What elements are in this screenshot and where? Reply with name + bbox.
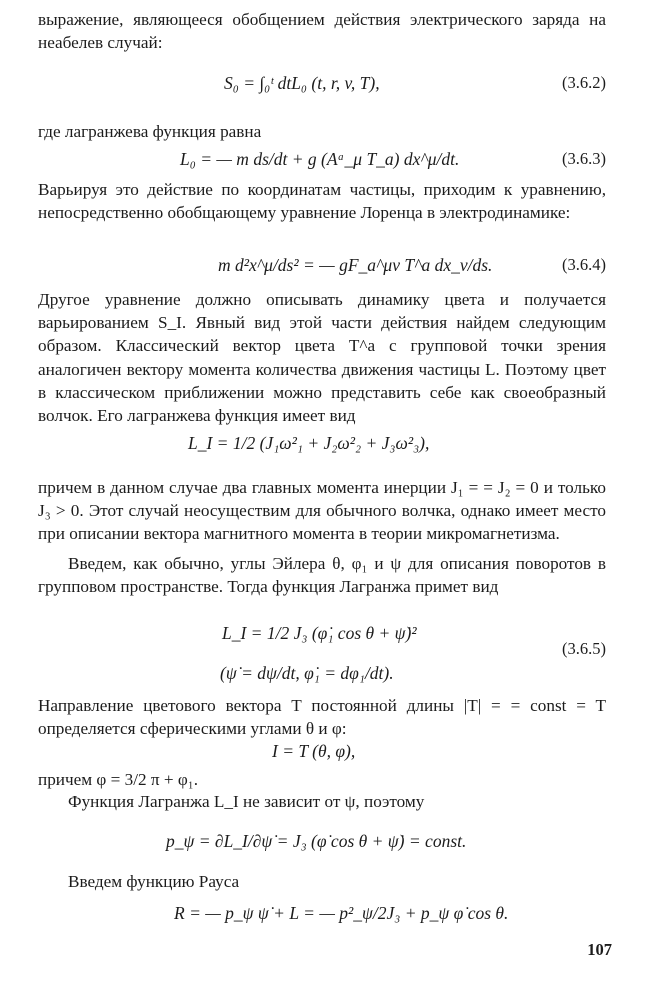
equation-number: (3.6.2) [562, 73, 606, 92]
paragraph-intro: выражение, являющееся обобщением действия электрического заряда на неабелев случай: [38, 10, 606, 53]
equation-row-3-6-5b [0, 660, 656, 690]
paragraph-routh: Введем функцию Рауса [68, 872, 240, 891]
equation-row-momentum [0, 828, 656, 858]
paragraph-color-vector: Направление цветового вектора T постоянной длины |T| = = const = T определяется сферическими углами θ и φ: [38, 696, 606, 739]
equation-motion: m d²x^μ/ds² = — gF_a^μν T^a dx_ν/ds. [218, 255, 493, 275]
equation-lagrangian-euler: L_I = 1/2 J₃ (φ̇₁ cos θ + ψ̇)² [222, 623, 417, 643]
paragraph-moments: причем в данном случае два главных момента инерции J₁ = = J₂ = 0 и только J₃ > 0. Этот случай неосуществим для обычного волчка, однако имеет место при описании вектора магнитного момента в теории микромагнетизма. [38, 478, 606, 544]
equation-row-3-6-2 [0, 70, 656, 100]
paragraph-phi-relation: причем φ = 3/2 π + φ₁. [38, 770, 199, 789]
equation-number: (3.6.3) [562, 149, 606, 168]
equation-number: (3.6.4) [562, 255, 606, 274]
equation-row-3-6-4 [0, 252, 656, 282]
equation-routh: R = — p_ψ ψ̇ + L = — p²_ψ/2J₃ + p_ψ φ̇ cos θ. [174, 903, 509, 923]
paragraph-euler-angles: Введем, как обычно, углы Эйлера θ, φ₁ и ψ для описания поворотов в групповом пространстве. Тогда функция Лагранжа примет вид [38, 554, 606, 597]
equation-spherical: I = T (θ, φ), [272, 741, 356, 761]
paragraph-lagrangian-intro: где лагранжева функция равна [38, 122, 262, 141]
equation-momentum: p_ψ = ∂L_I/∂ψ̇ = J₃ (φ̇ cos θ + ψ̇) = const. [166, 831, 467, 851]
paragraph-variation: Варьируя это действие по координатам частицы, приходим к уравнению, непосредственно обобщающему уравнение Лоренца в электродинамике: [38, 180, 606, 223]
equation-number: (3.6.5) [562, 639, 606, 658]
equation-angular-velocities: (ψ̇ = dψ/dt, φ̇₁ = dφ₁/dt). [220, 663, 394, 683]
paragraph-cyclic: Функция Лагранжа L_I не зависит от ψ, поэтому [68, 792, 425, 811]
paragraph-color-dynamics: Другое уравнение должно описывать динамику цвета и получается варьированием S_I. Явный вид этой части действия найдем следующим образом. Классический вектор цвета T^a с групповой точки зрения аналогичен вектору момента количества движения частицы L. Поэтому цвет в классическом приближении можно представить себе как своеобразный волчок. Его лагранжева функция имеет вид [38, 290, 606, 426]
equation-top-lagrangian: L_I = 1/2 (J₁ω²₁ + J₂ω²₂ + J₃ω²₃), [188, 433, 430, 453]
equation-lagrangian-L0: L₀ = — m ds/dt + g (Aᵃ_μ T_a) dx^μ/dt. [180, 149, 460, 169]
equation-row-routh [0, 900, 656, 930]
equation-row-3-6-3 [0, 146, 656, 176]
page-number: 107 [587, 940, 612, 959]
equation-row-spherical [0, 738, 656, 768]
equation-action-S0: S₀ = ∫₀ᵗ dtL₀ (t, r, v, T), [224, 73, 380, 93]
equation-row-top-lagrangian [0, 430, 656, 460]
